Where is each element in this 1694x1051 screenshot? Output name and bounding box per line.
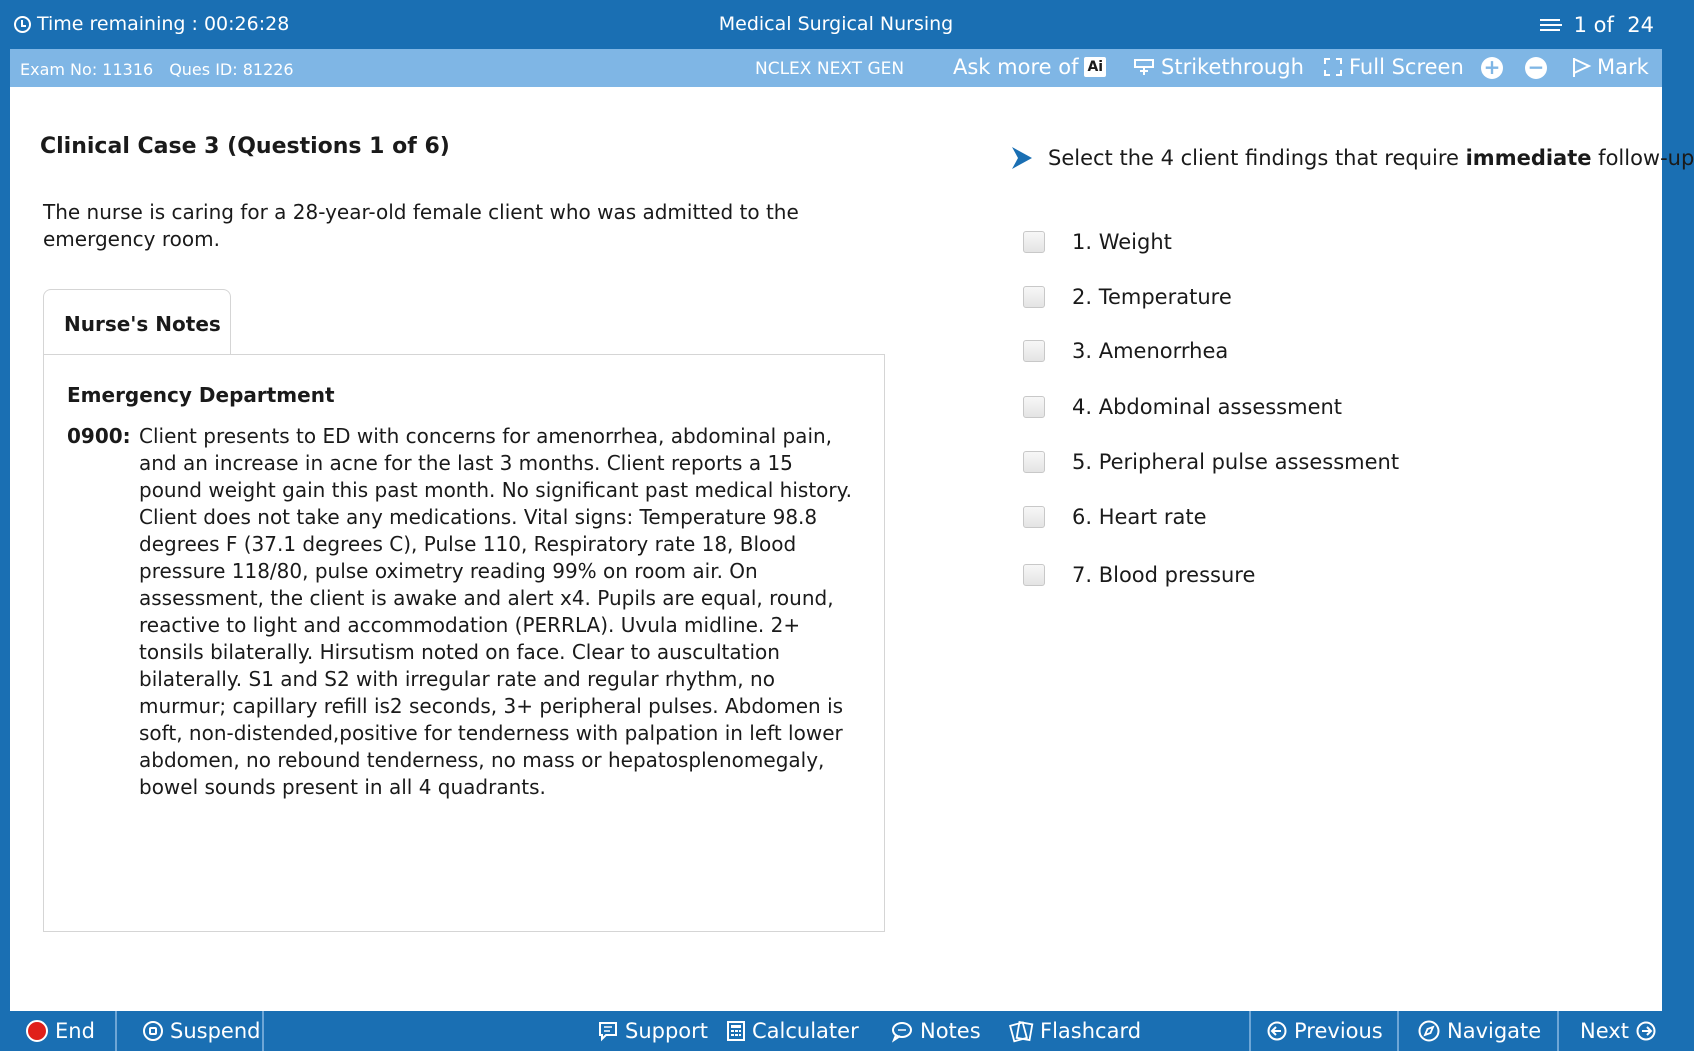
flashcard-button[interactable] <box>1009 1019 1141 1043</box>
support-label: Support <box>625 1019 709 1043</box>
instruction-text: Select the 4 client findings that require immediate follow-up <box>1048 146 1694 170</box>
option-2[interactable] <box>1023 285 1483 309</box>
suspend-icon <box>143 1021 163 1041</box>
case-title: Clinical Case 3 (Questions 1 of 6) <box>40 134 450 159</box>
navigate-label: Navigate <box>1447 1019 1542 1043</box>
question-stem: The nurse is caring for a 28-year-old female client who was admitted to the emergency room. <box>43 200 799 251</box>
fullscreen-icon <box>1323 57 1343 77</box>
zoom-in-icon: + <box>1481 57 1503 79</box>
next-button[interactable] <box>1580 1019 1656 1043</box>
previous-button[interactable] <box>1267 1019 1383 1043</box>
option-label: 4. Abdominal assessment <box>1072 395 1343 419</box>
checkbox[interactable] <box>1023 396 1045 418</box>
end-button[interactable] <box>26 1019 95 1043</box>
option-label: 2. Temperature <box>1072 285 1232 309</box>
option-1[interactable] <box>1023 230 1483 254</box>
question-instruction <box>1010 145 1694 171</box>
zoom-out-icon: − <box>1525 57 1547 79</box>
calculator-button[interactable] <box>727 1019 859 1043</box>
end-label: End <box>55 1019 95 1043</box>
question-id: Ques ID: 81226 <box>169 60 294 79</box>
option-6[interactable] <box>1023 505 1483 529</box>
tab-nurses-notes[interactable]: Nurse's Notes <box>43 289 231 354</box>
note-text: Client presents to ED with concerns for amenorrhea, abdominal pain, and an increase in acne for the last 3 months. Client reports a 15 pound weight gain this past month. No significant past medical history. Client does not take any medications. Vital signs: Temperature 98.8 degrees F (37.1 degrees C), Pulse 110, Respiratory rate 18, Blood pressure 118/80, pulse oximetry reading 99% on room air. On assessment, the client is awake and alert x4. Pupils are equal, round, reactive to light and accommodation (PERRLA). Uvula midline. 2+ tonsils bilaterally. Hirsutism noted on face. Clear to auscultation bilaterally. S1 and S2 with irregular rate and regular rhythm, no murmur; capillary refill is2 seconds, 3+ peripheral pulses. Abdomen is soft, non-distended,positive for tenderness with palpation in left lower abdomen, no rebound tenderness, no mass or hepatosplenomegaly, bowel sounds present in all 4 quadrants. <box>139 424 852 799</box>
strikethrough-label: Strikethrough <box>1161 55 1304 79</box>
strikethrough-icon <box>1133 57 1155 77</box>
zoom-in-button[interactable] <box>1481 57 1503 79</box>
end-icon <box>26 1020 48 1042</box>
ai-icon: Ai <box>1084 57 1106 77</box>
option-label: 1. Weight <box>1072 230 1172 254</box>
next-icon <box>1636 1021 1656 1041</box>
previous-icon <box>1267 1021 1287 1041</box>
note-time: 0900: <box>67 424 131 448</box>
divider <box>262 1011 264 1051</box>
mark-label: Mark <box>1597 55 1649 79</box>
strikethrough-button[interactable] <box>1133 55 1304 79</box>
notes-icon <box>891 1021 913 1041</box>
full-screen-label: Full Screen <box>1349 55 1464 79</box>
stack-icon[interactable] <box>1540 17 1562 33</box>
checkbox[interactable] <box>1023 451 1045 473</box>
checkbox[interactable] <box>1023 286 1045 308</box>
navigate-icon <box>1418 1020 1440 1042</box>
option-label: 7. Blood pressure <box>1072 563 1256 587</box>
calculator-icon <box>727 1021 745 1041</box>
arrow-icon <box>1010 145 1034 171</box>
main-content <box>10 87 1694 1011</box>
zoom-out-button[interactable] <box>1525 57 1547 79</box>
question-progress <box>1540 13 1654 37</box>
suspend-button[interactable] <box>143 1019 260 1043</box>
option-5[interactable] <box>1023 450 1483 474</box>
progress-label: 1 of 24 <box>1573 13 1654 37</box>
nurses-notes-panel <box>43 354 885 932</box>
divider <box>1249 1011 1251 1051</box>
notes-heading: Emergency Department <box>67 383 335 407</box>
option-label: 5. Peripheral pulse assessment <box>1072 450 1400 474</box>
navigate-button[interactable] <box>1418 1019 1541 1043</box>
notes-button[interactable] <box>891 1019 981 1043</box>
flag-icon <box>1571 56 1591 78</box>
checkbox[interactable] <box>1023 231 1045 253</box>
mark-button[interactable] <box>1571 55 1649 79</box>
option-label: 6. Heart rate <box>1072 505 1207 529</box>
option-3[interactable] <box>1023 339 1483 363</box>
bottom-bar <box>0 1011 1672 1051</box>
option-label: 3. Amenorrhea <box>1072 339 1229 363</box>
calculator-label: Calculater <box>752 1019 859 1043</box>
exam-mode-label: NCLEX NEXT GEN <box>755 59 905 79</box>
checkbox[interactable] <box>1023 340 1045 362</box>
next-label: Next <box>1580 1019 1629 1043</box>
flashcard-label: Flashcard <box>1040 1019 1142 1043</box>
divider <box>115 1011 117 1051</box>
sub-toolbar <box>10 49 1662 87</box>
divider <box>1397 1011 1399 1051</box>
full-screen-button[interactable] <box>1323 55 1464 79</box>
suspend-label: Suspend <box>170 1019 261 1043</box>
divider <box>1557 1011 1559 1051</box>
timer-label: Time remaining : 00:26:28 <box>37 13 290 35</box>
checkbox[interactable] <box>1023 506 1045 528</box>
exam-mode <box>755 59 904 79</box>
checkbox[interactable] <box>1023 564 1045 586</box>
support-button[interactable] <box>598 1019 708 1043</box>
option-7[interactable] <box>1023 563 1483 587</box>
flashcard-icon <box>1009 1021 1033 1041</box>
support-icon <box>598 1021 618 1041</box>
ask-ai-label: Ask more of <box>953 55 1079 79</box>
notes-label: Notes <box>920 1019 981 1043</box>
top-bar <box>0 0 1672 49</box>
exam-title: Medical Surgical Nursing <box>718 13 954 35</box>
ask-ai-button[interactable] <box>953 55 1106 79</box>
option-4[interactable] <box>1023 395 1483 419</box>
previous-label: Previous <box>1294 1019 1383 1043</box>
exam-number: Exam No: 11316 <box>20 60 154 79</box>
